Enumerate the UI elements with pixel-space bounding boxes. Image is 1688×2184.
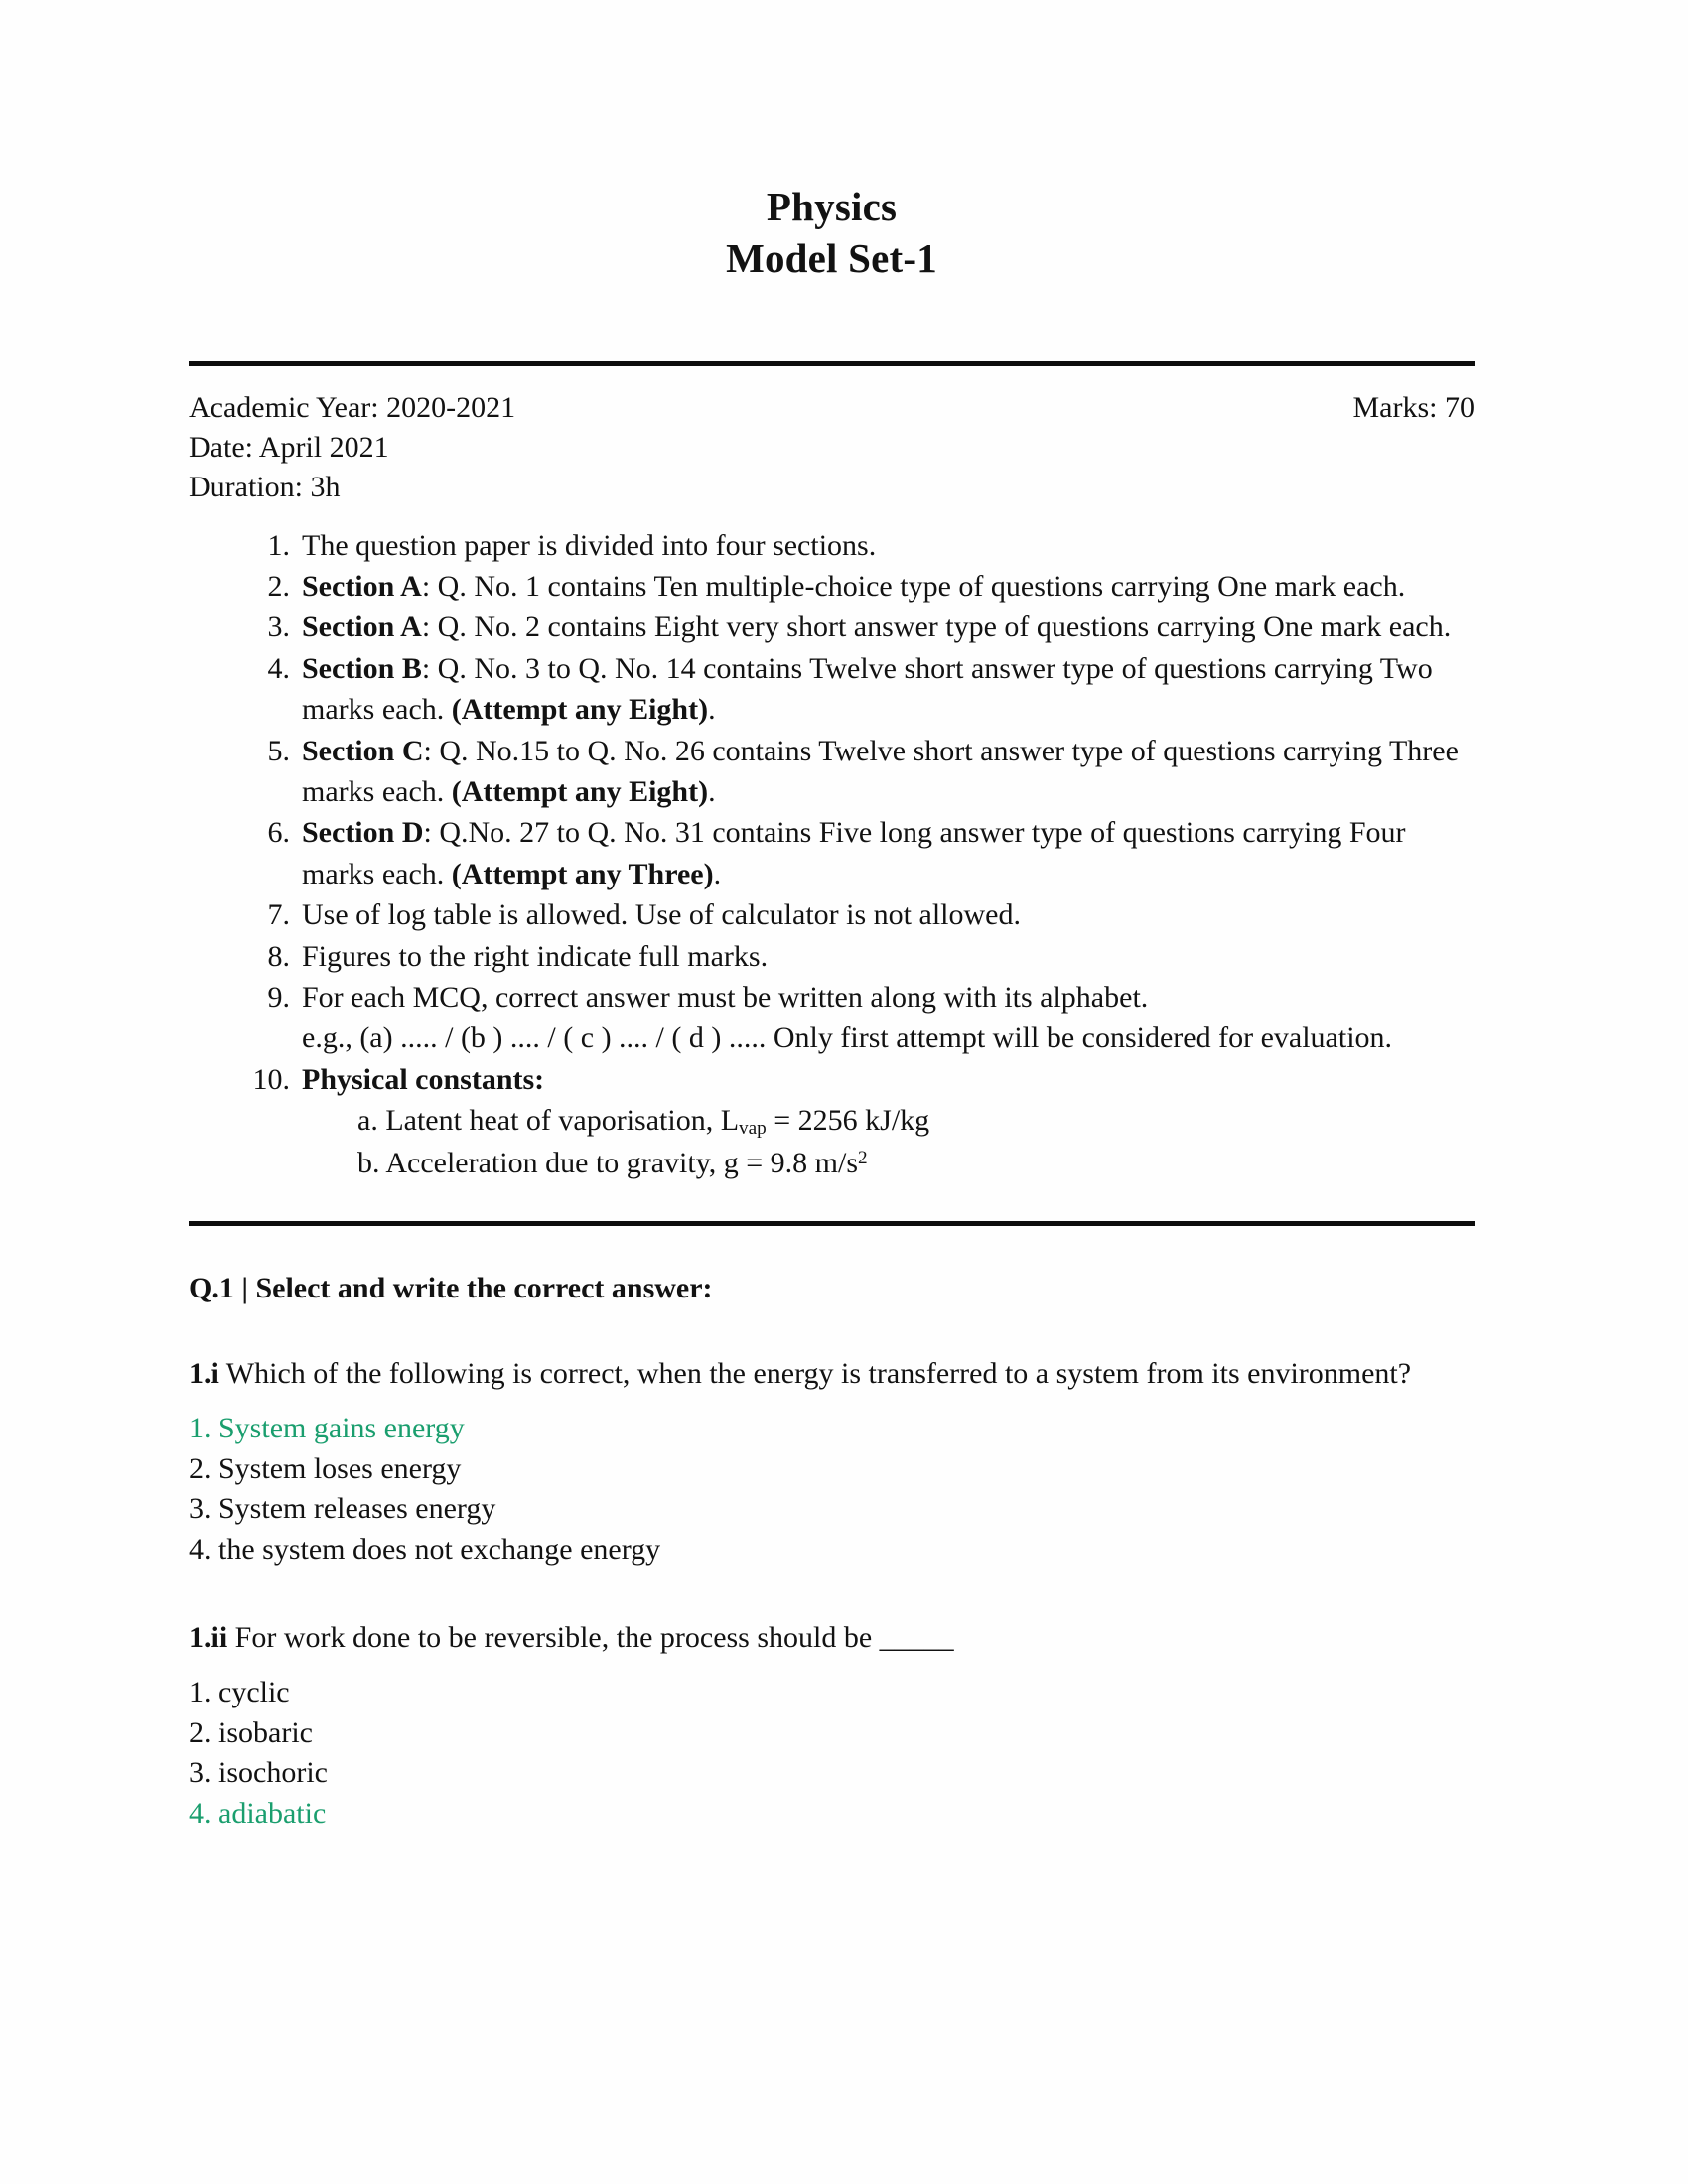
physical-constants-list bbox=[189, 1100, 1475, 1183]
instruction-text: Section A: Q. No. 2 contains Eight very short answer type of questions carrying One mark each. bbox=[302, 611, 1452, 644]
header-divider-top bbox=[189, 361, 1475, 366]
question-stem: 1.ii For work done to be reversible, the process should be _____ bbox=[189, 1621, 954, 1655]
constant-latent-heat bbox=[357, 1100, 1475, 1143]
instruction-item bbox=[189, 977, 1475, 1059]
instruction-number: 9. bbox=[267, 980, 290, 1014]
instruction-bold-prefix: Section D bbox=[302, 816, 424, 850]
meta-row-duration bbox=[189, 468, 1475, 507]
option[interactable]: 3. isochoric bbox=[189, 1756, 328, 1790]
page-content bbox=[189, 0, 1475, 1834]
instruction-bold-prefix: Section A bbox=[302, 611, 422, 644]
instruction-number: 8. bbox=[267, 939, 290, 973]
instruction-item bbox=[189, 812, 1475, 894]
instructions-list bbox=[189, 525, 1475, 1100]
instruction-number: 5. bbox=[267, 734, 290, 767]
instruction-text: Figures to the right indicate full marks. bbox=[302, 939, 769, 973]
instruction-item bbox=[189, 648, 1475, 731]
instruction-bold-suffix: (Attempt any Eight) bbox=[451, 774, 709, 808]
question-block bbox=[189, 1617, 1475, 1834]
instruction-second-line: e.g., (a) ..... / (b ) .... / ( c ) .... / ( d ) ..... Only first attempt will be considered for evaluation. bbox=[302, 1022, 1393, 1055]
header-divider-bottom bbox=[189, 1221, 1475, 1226]
instruction-item bbox=[189, 607, 1475, 647]
instruction-bold-prefix: Physical constants: bbox=[302, 1062, 545, 1096]
instruction-item bbox=[189, 566, 1475, 607]
instruction-item bbox=[189, 525, 1475, 566]
option[interactable]: 2. System loses energy bbox=[189, 1451, 462, 1485]
meta-row-year-marks bbox=[189, 388, 1475, 428]
instruction-bold-suffix: (Attempt any Eight) bbox=[451, 693, 709, 727]
option[interactable]: 2. isobaric bbox=[189, 1715, 313, 1749]
exam-meta bbox=[189, 388, 1475, 507]
instruction-number: 4. bbox=[267, 651, 290, 685]
constant-a-suffix: = 2256 kJ/kg bbox=[766, 1104, 930, 1138]
instruction-bold-prefix: Section A bbox=[302, 570, 422, 603]
instruction-bold-suffix: (Attempt any Three) bbox=[451, 857, 714, 890]
duration-label: Duration: 3h bbox=[189, 470, 341, 503]
instruction-bold-prefix: Section C bbox=[302, 734, 424, 767]
question-area bbox=[189, 1268, 1475, 1834]
instruction-number: 10. bbox=[252, 1062, 290, 1096]
marks-label: Marks: 70 bbox=[1352, 390, 1475, 424]
constant-a-prefix: a. Latent heat of vaporisation, L bbox=[357, 1104, 740, 1138]
title-block bbox=[189, 0, 1475, 285]
instruction-text: For each MCQ, correct answer must be written along with its alphabet. e.g., (a) ..... / (b ) .... / ( c ) .... / ( d ) ..... Only first attempt will be considered for evaluation. bbox=[302, 977, 1475, 1059]
option-list bbox=[189, 1409, 1475, 1570]
academic-year-label: Academic Year: 2020-2021 bbox=[189, 390, 516, 424]
question-label: 1.ii bbox=[189, 1621, 228, 1655]
instruction-number: 3. bbox=[267, 611, 290, 644]
instruction-text: The question paper is divided into four sections. bbox=[302, 528, 877, 562]
question-section-heading: Q.1 | Select and write the correct answer: bbox=[189, 1272, 713, 1305]
question-stem: 1.i Which of the following is correct, when the energy is transferred to a system from its environment? bbox=[189, 1357, 1412, 1391]
instruction-text: Section B: Q. No. 3 to Q. No. 14 contains Twelve short answer type of questions carrying Two marks each. (Attempt any Eight). bbox=[302, 651, 1433, 727]
option-correct[interactable]: 4. adiabatic bbox=[189, 1796, 327, 1830]
questions-container bbox=[189, 1353, 1475, 1834]
instruction-bold-prefix: Section B bbox=[302, 651, 422, 685]
instruction-number: 2. bbox=[267, 570, 290, 603]
constant-gravity bbox=[357, 1143, 1475, 1183]
date-label: Date: April 2021 bbox=[189, 430, 389, 464]
instruction-item bbox=[189, 731, 1475, 813]
constant-b-superscript: 2 bbox=[858, 1147, 868, 1168]
option-list bbox=[189, 1673, 1475, 1834]
instruction-text: Use of log table is allowed. Use of calculator is not allowed. bbox=[302, 898, 1021, 932]
option-correct[interactable]: 1. System gains energy bbox=[189, 1412, 465, 1445]
page-subtitle: Model Set-1 bbox=[726, 235, 937, 282]
instruction-number: 1. bbox=[267, 528, 290, 562]
instruction-text: Section A: Q. No. 1 contains Ten multiple-choice type of questions carrying One mark each. bbox=[302, 570, 1406, 603]
instruction-text bbox=[302, 1059, 1475, 1100]
meta-row-date bbox=[189, 428, 1475, 468]
instruction-text: Section D: Q.No. 27 to Q. No. 31 contains Five long answer type of questions carrying Four marks each. (Attempt any Three). bbox=[302, 816, 1406, 890]
option[interactable]: 3. System releases energy bbox=[189, 1492, 496, 1526]
instruction-item bbox=[189, 894, 1475, 935]
page-title: Physics bbox=[766, 184, 898, 229]
question-block bbox=[189, 1353, 1475, 1570]
instruction-item bbox=[189, 936, 1475, 977]
option[interactable]: 4. the system does not exchange energy bbox=[189, 1532, 661, 1566]
instruction-text: Section C: Q. No.15 to Q. No. 26 contains Twelve short answer type of questions carrying Three marks each. (Attempt any Eight). bbox=[302, 734, 1459, 808]
constant-b-prefix: b. Acceleration due to gravity, g = 9.8 m/s bbox=[357, 1146, 859, 1179]
instruction-item bbox=[189, 1059, 1475, 1100]
option[interactable]: 1. cyclic bbox=[189, 1676, 290, 1709]
constant-a-subscript: vap bbox=[739, 1118, 767, 1140]
instruction-number: 6. bbox=[267, 816, 290, 850]
question-label: 1.i bbox=[189, 1357, 219, 1391]
instruction-number: 7. bbox=[267, 898, 290, 932]
